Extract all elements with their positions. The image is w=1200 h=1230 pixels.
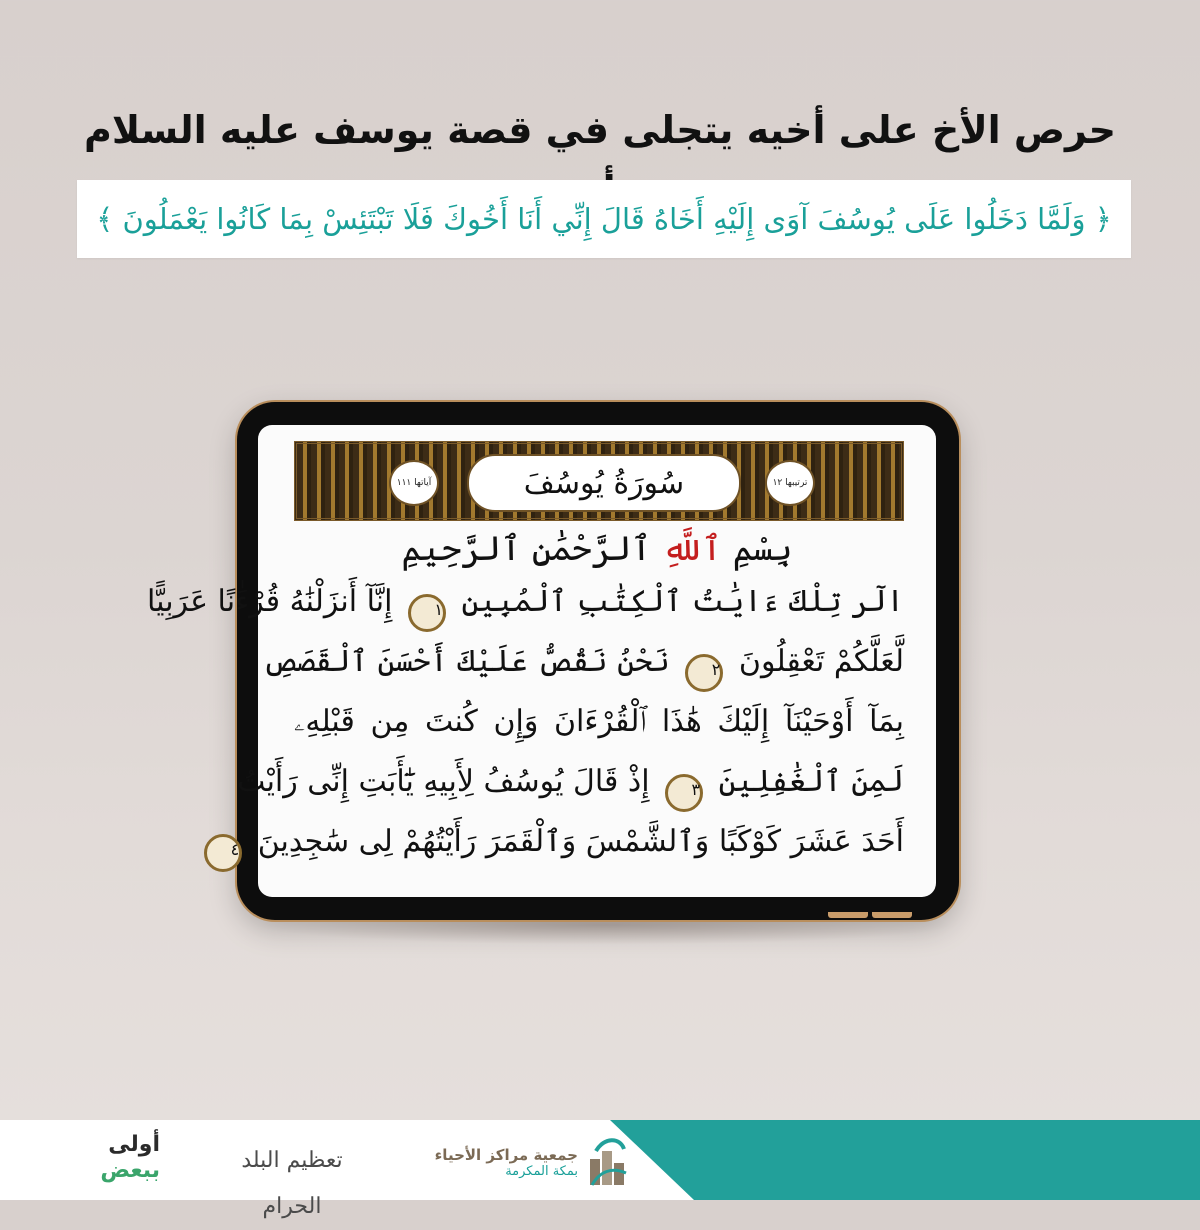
ta3zeem-logo: تعظيم البلد الحرام <box>241 1148 343 1219</box>
awla-logo-line2: ببعض <box>100 1158 160 1183</box>
tablet-screen <box>147 425 936 897</box>
ayah-text: لَّعَلَّكُمْ تَعْقِلُونَ <box>738 644 904 679</box>
association-name: جمعية مراكز الأحياء <box>434 1145 578 1164</box>
ayah-text: أَحَدَ عَشَرَ كَوْكَبًا وَٱلشَّمْسَ وَٱلْقَمَرَ رَأَيْتُهُمْ لِى سَٰجِدِينَ <box>257 824 904 859</box>
basmala-end: ٱلرَّحْمَٰنِ ٱلرَّحِيمِ <box>401 529 652 569</box>
ayah-end-marker: ٢ <box>685 654 723 692</box>
association-logo <box>408 1132 628 1192</box>
basmala <box>258 525 936 573</box>
ayah-line <box>237 755 904 812</box>
tablet-button <box>828 912 868 918</box>
association-city: بمكة المكرمة <box>505 1163 578 1179</box>
footer-bar <box>0 1120 1200 1219</box>
tablet-button <box>872 912 912 918</box>
association-mark-icon <box>586 1137 628 1187</box>
surah-title: سُورَةُ يُوسُفَ <box>523 465 685 501</box>
verse-band <box>77 180 1131 258</box>
ayah-end-marker: ١ <box>408 594 446 632</box>
surah-header-frame <box>294 441 904 521</box>
ayah-count-medal: آياتها ١١١ <box>389 460 439 506</box>
ayah-text: إِذْ قَالَ يُوسُفُ لِأَبِيهِ يَٰٓأَبَتِ إِنِّى رَأَيْتُ <box>237 764 650 799</box>
ayah-text: بِمَآ أَوْحَيْنَآ إِلَيْكَ هَٰذَا ٱلْقُرْءَانَ وَإِن كُنتَ مِن قَبْلِهِۦ <box>294 704 904 739</box>
ayah-line <box>230 815 904 872</box>
ayah-text: الٓر تِلْكَ ءَايَٰتُ ٱلْكِتَٰبِ ٱلْمُبِينِ <box>461 584 904 619</box>
awla-logo-line1: أولى <box>108 1132 160 1157</box>
basmala-allah: ٱللَّهِ <box>662 529 722 569</box>
awla-logo <box>84 1132 160 1192</box>
association-logo-text <box>435 1146 578 1179</box>
ayah-text: نَحْنُ نَقُصُّ عَلَيْكَ أَحْسَنَ ٱلْقَصَصِ <box>262 644 670 679</box>
ayah-line <box>147 575 904 632</box>
quran-verse: ﴿ وَلَمَّا دَخَلُوا عَلَى يُوسُفَ آوَى إِلَيْهِ أَخَاهُ قَالَ إِنِّي أَنَا أَخُوكَ فَلَا تَبْتَئِسْ بِمَا كَانُوا يَعْمَلُونَ ﴾ <box>96 202 1112 236</box>
ayah-end-marker: ٣ <box>665 774 703 812</box>
basmala-start: بِسْمِ <box>732 529 793 569</box>
ayah-line <box>262 635 904 692</box>
surah-title-oval <box>467 454 741 512</box>
footer-teal-band <box>610 1120 1200 1200</box>
ayah-text: لَمِنَ ٱلْغَٰفِلِينَ <box>718 764 904 799</box>
ayah-end-marker: ٤ <box>204 834 242 872</box>
ayah-text: إِنَّآ أَنزَلْنَٰهُ قُرْءَٰنًا عَرَبِيًّا <box>147 584 393 619</box>
headline: حرص الأخ على أخيه يتجلى في قصة يوسف عليه السلام <box>83 108 1117 152</box>
surah-order-medal: ترتيبها ١٢ <box>765 460 815 506</box>
ayah-line <box>294 695 904 749</box>
